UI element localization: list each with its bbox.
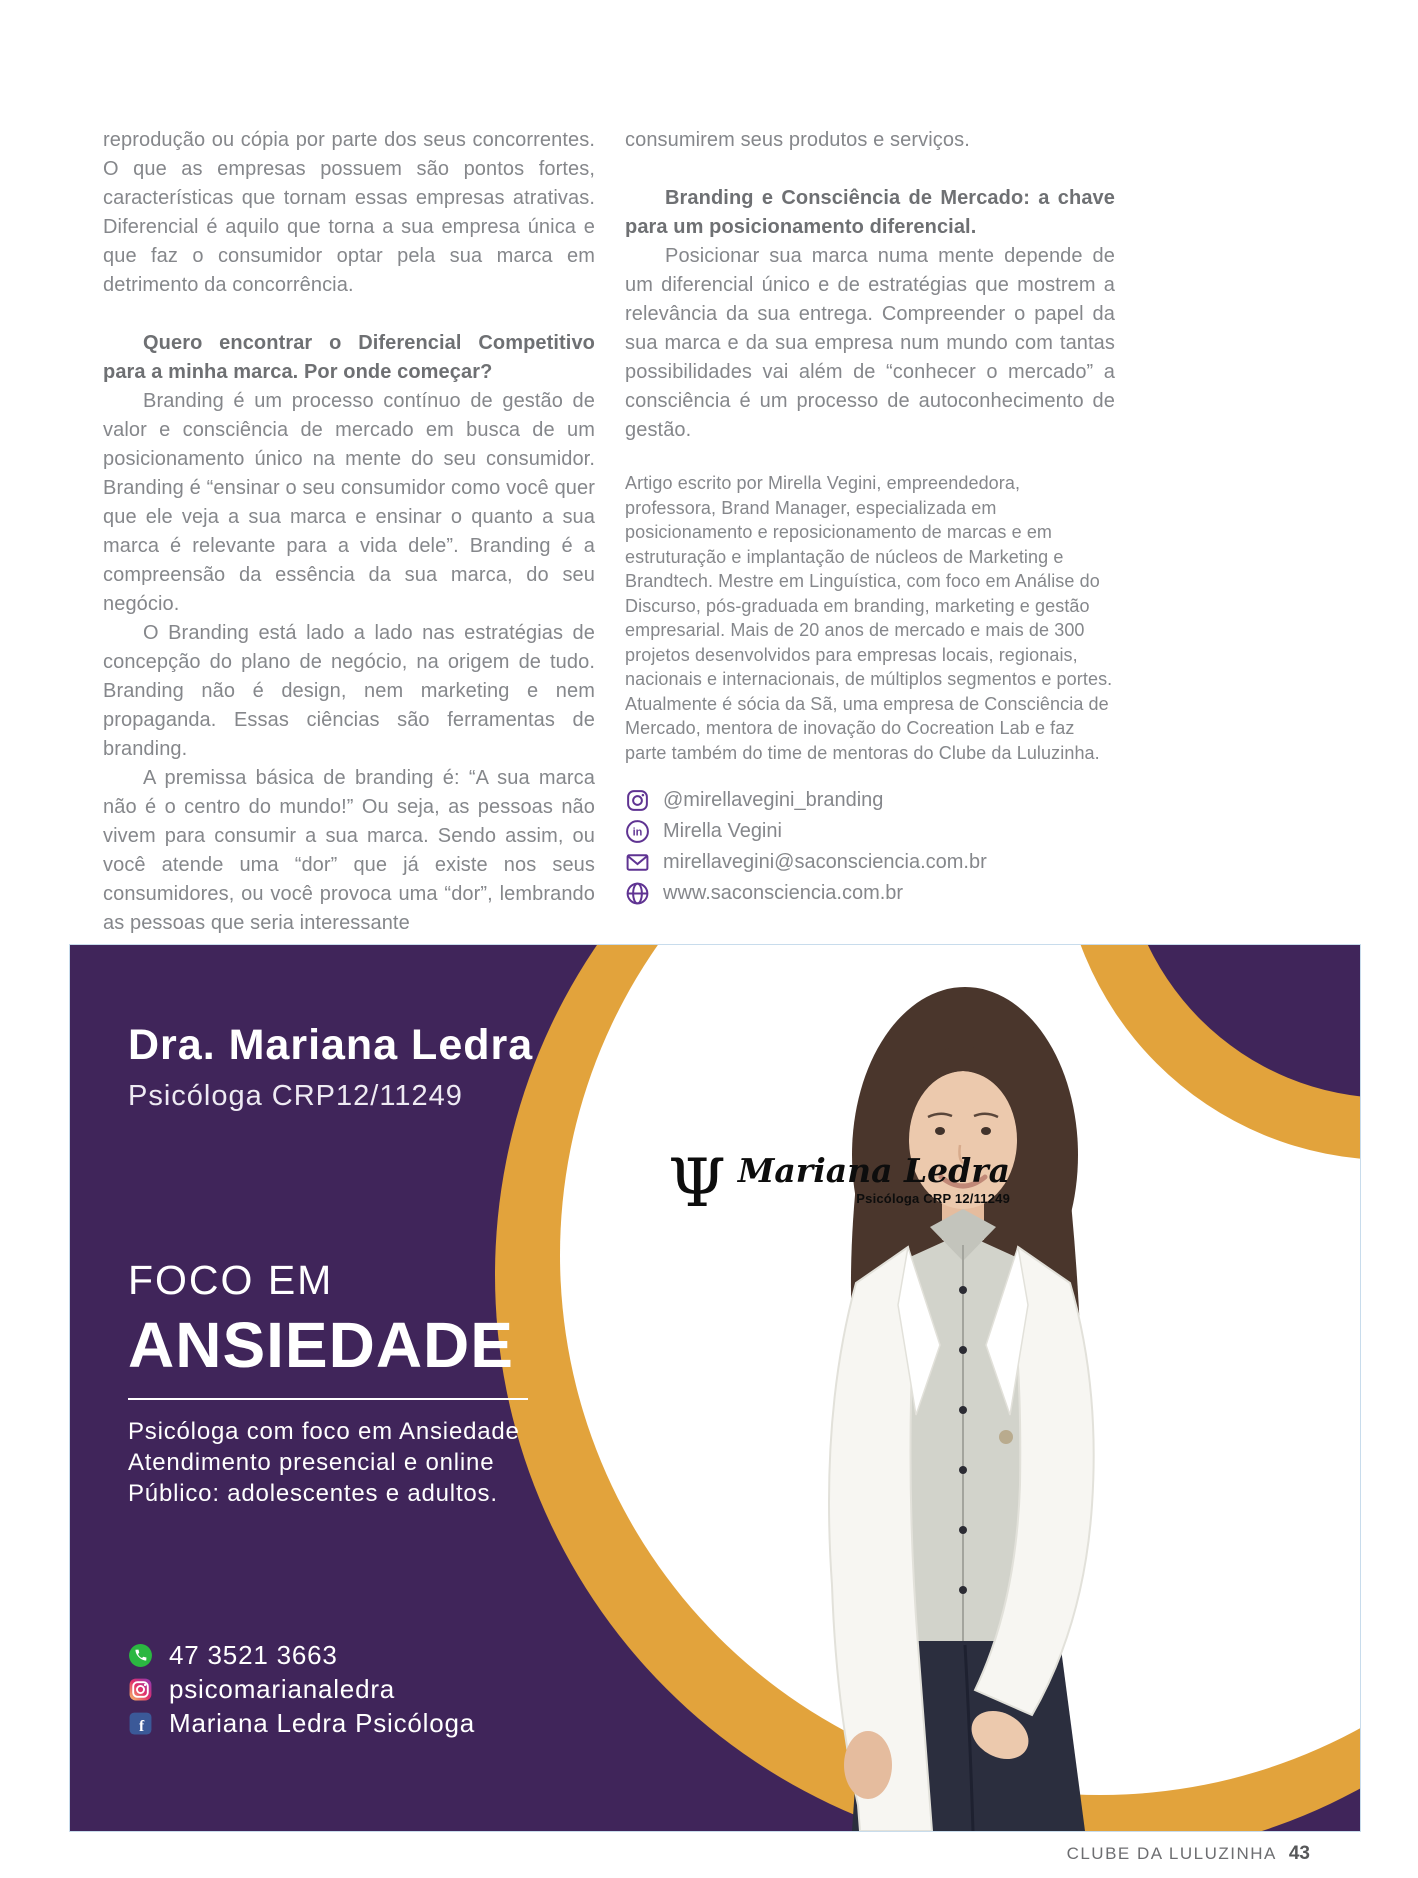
doctor-title: Psicóloga CRP12/11249	[128, 1080, 463, 1112]
doctor-name: Dra. Mariana Ledra	[128, 1021, 534, 1069]
ad-contact-row	[128, 1672, 475, 1706]
contact-label: mirellavegini@saconsciencia.com.br	[663, 851, 987, 873]
contact-label: 47 3521 3663	[169, 1639, 338, 1670]
globe-icon	[625, 881, 650, 906]
article-paragraph: O Branding está lado a lado nas estratégias de concepção do plano de negócio, na origem de tudo. Branding não é design, nem marketing e nem propaganda. Essas ciências são ferramentas de branding.	[103, 622, 595, 760]
article-left-column	[103, 126, 595, 938]
whatsapp-icon	[128, 1643, 153, 1668]
svg-text:f: f	[139, 1717, 146, 1735]
contact-label: psicomarianaledra	[169, 1673, 396, 1704]
ad-contact-row	[128, 1706, 475, 1740]
ad-description-line: Atendimento presencial e online	[128, 1449, 495, 1476]
article-right-column	[625, 126, 1115, 909]
author-bio: Artigo escrito por Mirella Vegini, empreendedora, professora, Brand Manager, especializada em posicionamento e reposicionamento de marcas e em estruturação e implantação de núcleos de Marketing e Brandtech. Mestre em Linguística, com foco em Análise do Discurso, pós-graduada em branding, marketing e gestão empresarial. Mais de 20 anos de mercado e mais de 300 projetos desenvolvidos para empresas locais, regionais, nacionais e internacionais, de múltiplos segmentos e portes. Atualmente é sócia da Sã, uma empresa de Consciência de Mercado, mentora de inovação do Cocreation Lab e faz parte também do time de mentoras do Clube da Luluzinha.	[625, 473, 1113, 763]
logo-name: Mariana Ledra	[737, 1151, 1011, 1190]
article-paragraph: consumirem seus produtos e serviços.	[625, 129, 970, 151]
ad-description-line: Público: adolescentes e adultos.	[128, 1480, 498, 1507]
section-heading: Branding e Consciência de Mercado: a chave para um posicionamento diferencial.	[625, 187, 1115, 238]
clinic-logo	[668, 1145, 1011, 1222]
author-contact-row	[625, 785, 1115, 816]
contact-label: www.saconsciencia.com.br	[663, 882, 904, 904]
ad-contact-row	[128, 1638, 475, 1672]
linkedin-icon	[625, 819, 650, 844]
contact-label: Mirella Vegini	[663, 820, 782, 842]
psi-icon: Ψ	[668, 1145, 726, 1222]
contact-label: Mariana Ledra Psicóloga	[169, 1707, 476, 1738]
article-paragraph: Posicionar sua marca numa mente depende de um diferencial único e de estratégias que mostrem a relevância da sua entrega. Compreender o papel da sua marca e da sua empresa num mundo com tantas possibilidades vai além de “conhecer o mercado” a consciência é um processo de autoconhecimento de gestão.	[625, 245, 1115, 441]
page-footer	[1067, 1843, 1310, 1865]
article-paragraph: Branding é um processo contínuo de gestão de valor e consciência de mercado em busca de um posicionamento único na mente do seu consumidor. Branding é “ensinar o seu consumidor como você quer que ele veja a sua marca e ensinar o quanto a sua marca é relevante para a vida dele”. Branding é a compreensão da essência da sua marca, do seu negócio.	[103, 390, 595, 615]
instagram-icon	[128, 1677, 153, 1702]
article-paragraph: A premissa básica de branding é: “A sua marca não é o centro do mundo!” Ou seja, as pessoas não vivem para consumir a sua marca. Sendo assim, ou você atende uma “dor” que já existe nos seus consumidores, ou você provoca uma “dor”, lembrando as pessoas que seria interessante	[103, 767, 595, 934]
author-contact-list	[625, 785, 1115, 909]
author-contact-row	[625, 816, 1115, 847]
svg-text:in: in	[632, 826, 643, 839]
focus-line2: ANSIEDADE	[128, 1309, 514, 1381]
author-contact-row	[625, 847, 1115, 878]
ad-description-line: Psicóloga com foco em Ansiedade	[128, 1418, 520, 1445]
article-paragraph: reprodução ou cópia por parte dos seus concorrentes. O que as empresas possuem são pontos fortes, características que tornam essas empresas atrativas. Diferencial é aquilo que torna a sua empresa única e que faz o consumidor optar pela sua marca em detrimento da concorrência.	[103, 129, 595, 296]
woman-photo-illustration	[829, 987, 1094, 1831]
facebook-icon	[128, 1711, 153, 1736]
instagram-icon	[625, 788, 650, 813]
ad-contact-list	[128, 1638, 475, 1740]
divider	[128, 1398, 528, 1400]
logo-subtitle: Psicóloga CRP 12/11249	[856, 1191, 1011, 1206]
contact-label: @mirellavegini_branding	[663, 789, 884, 811]
psychologist-advertisement	[69, 944, 1361, 1832]
section-heading: Quero encontrar o Diferencial Competitivo para a minha marca. Por onde começar?	[103, 332, 595, 383]
author-contact-row	[625, 878, 1115, 909]
magazine-name: CLUBE DA LULUZINHA	[1066, 1844, 1277, 1863]
page-number: 43	[1288, 1843, 1310, 1864]
focus-line1: FOCO EM	[128, 1257, 334, 1303]
ad-focus-block	[128, 1257, 528, 1509]
email-icon	[625, 850, 650, 875]
ad-doctor-name-block	[128, 1021, 533, 1113]
